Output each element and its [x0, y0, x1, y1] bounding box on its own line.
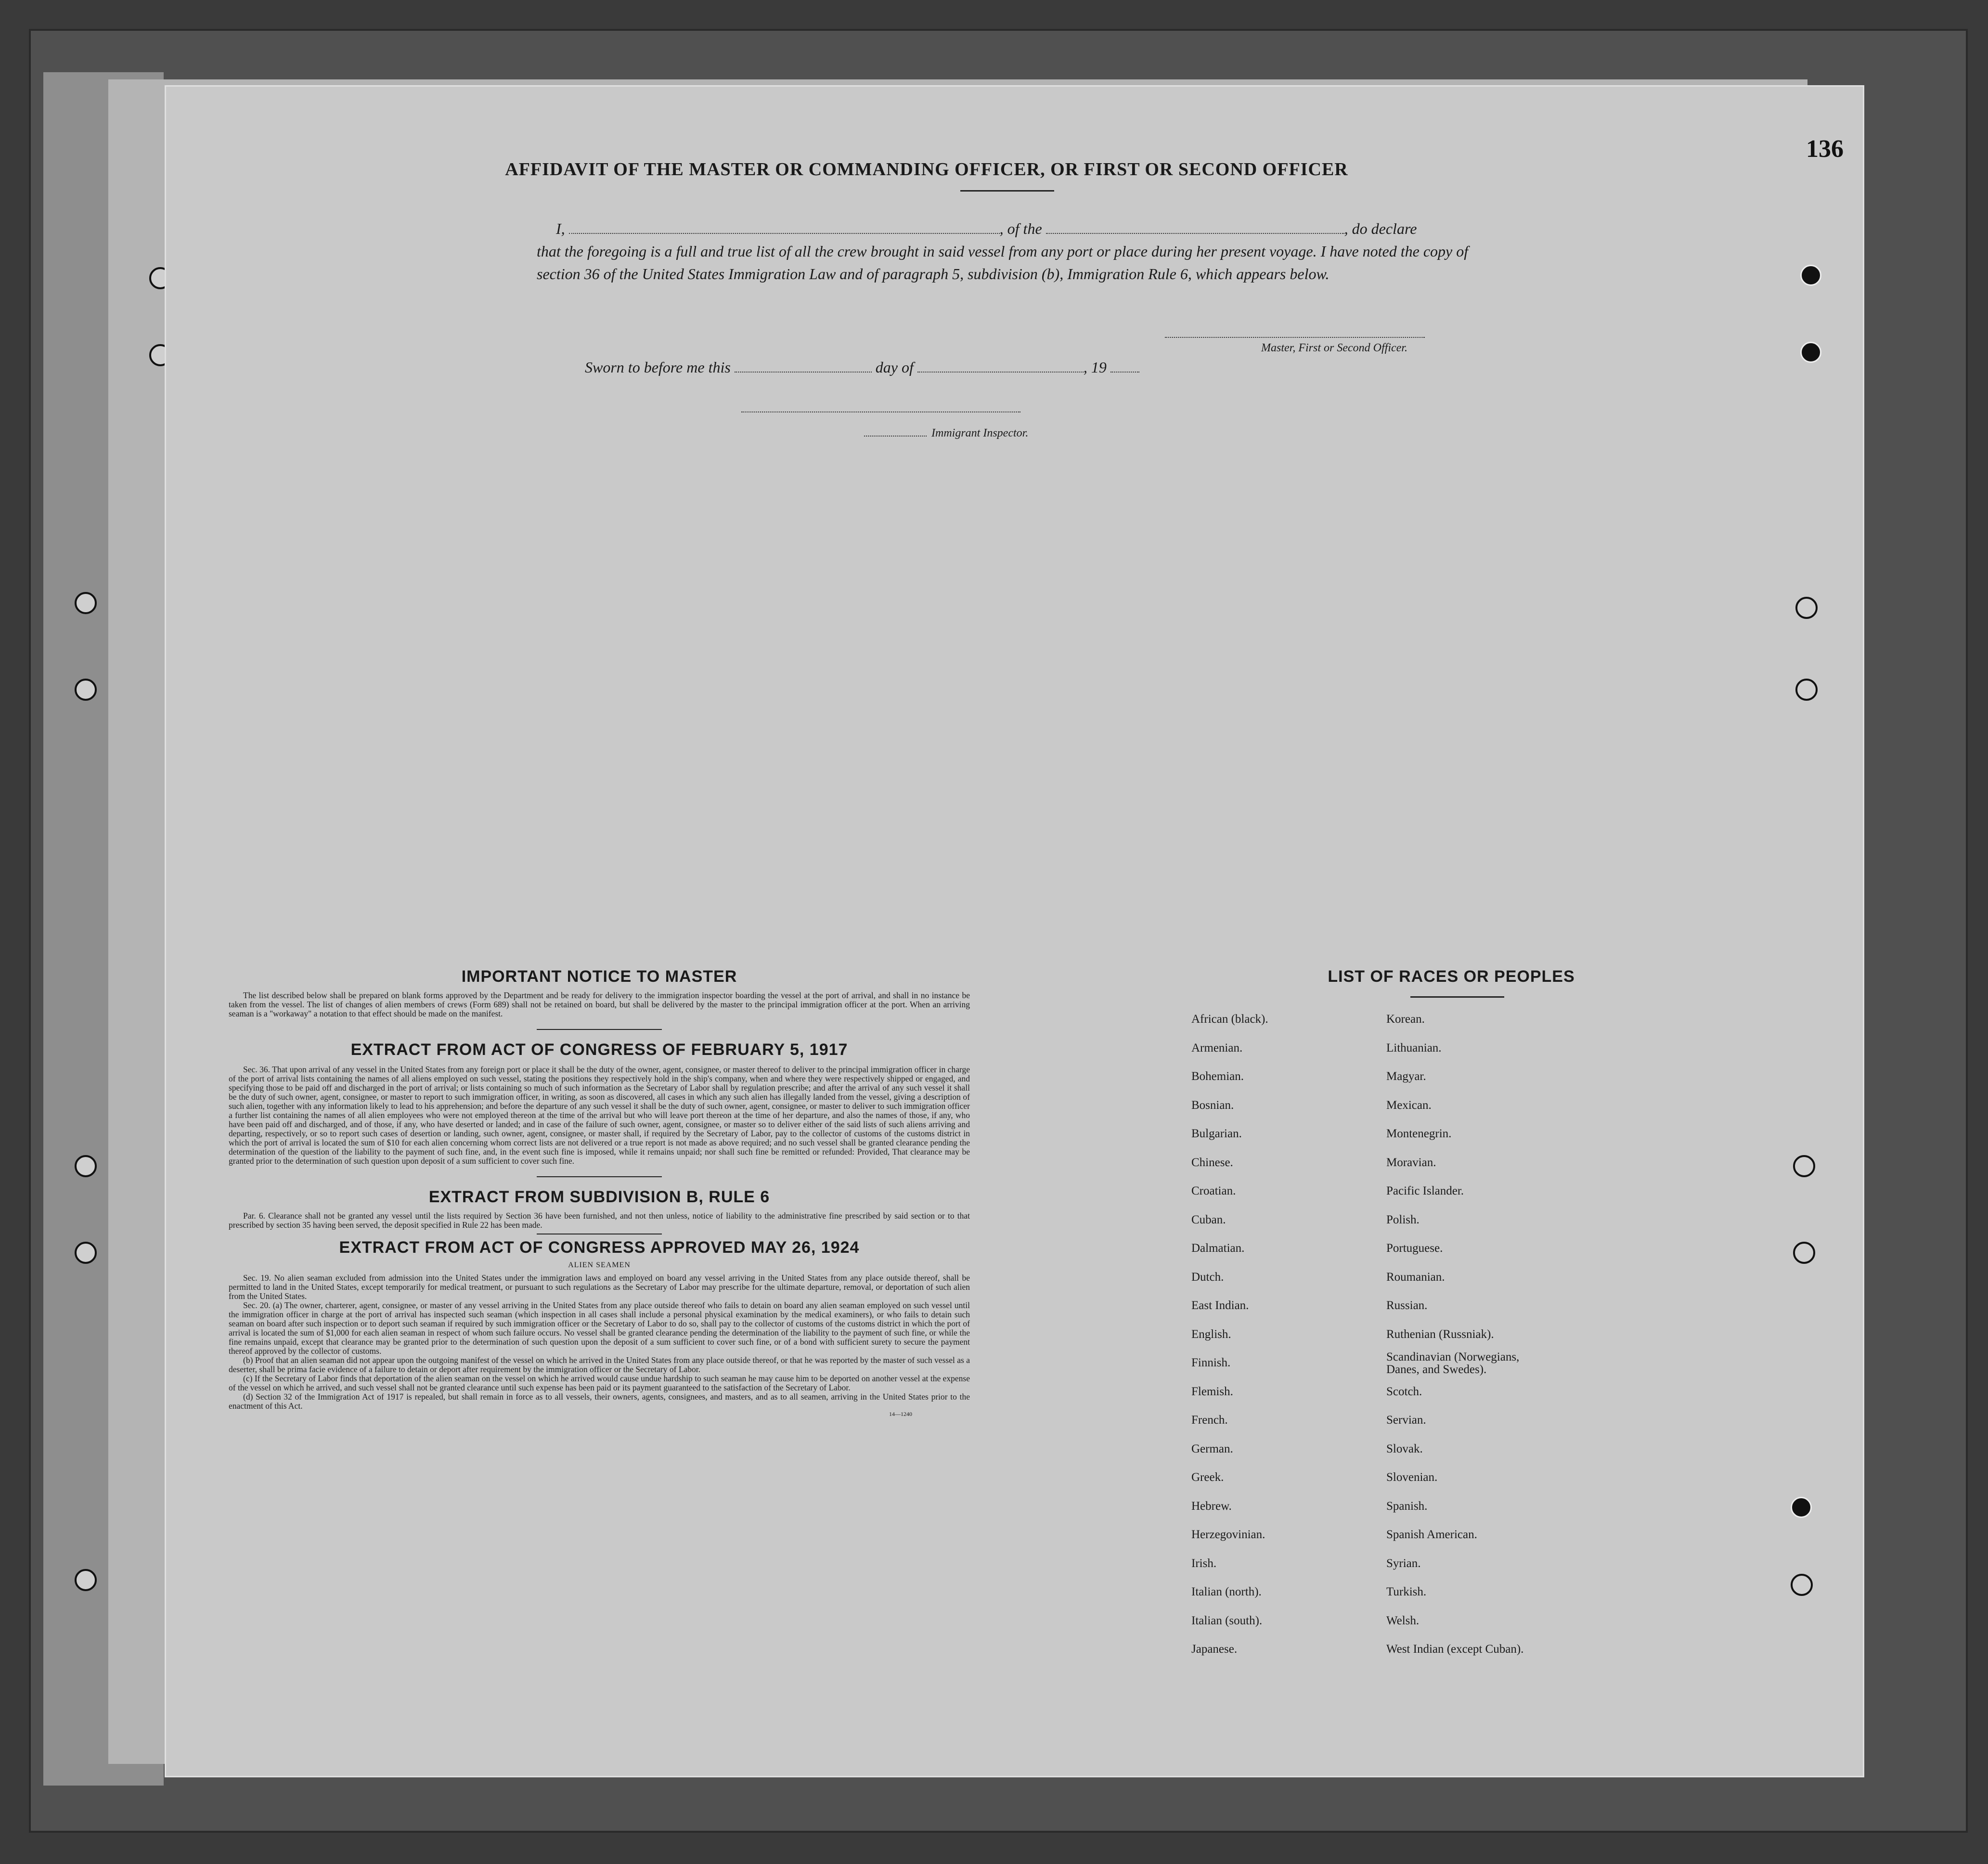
- race-item: Welsh.: [1386, 1614, 1420, 1627]
- page-number: 136: [1806, 135, 1844, 163]
- affidavit-text: [537, 218, 1480, 285]
- race-item: English.: [1191, 1327, 1231, 1341]
- race-item: Spanish.: [1386, 1499, 1428, 1513]
- race-item: French.: [1191, 1414, 1228, 1427]
- race-item: Cuban.: [1191, 1213, 1226, 1226]
- race-item: Greek.: [1191, 1471, 1224, 1484]
- race-item: Dutch.: [1191, 1270, 1224, 1284]
- name-blank[interactable]: [569, 221, 1000, 234]
- race-item: Italian (south).: [1191, 1614, 1263, 1627]
- race-item: Bohemian.: [1191, 1070, 1244, 1083]
- title-rule: [960, 190, 1054, 192]
- extract-1917-text: Sec. 36. That upon arrival of any vessel in the United States from any foreign port or place it shall be the duty of the owner, agent, consignee, or master thereof to deliver to the principal immigration officer in charge of the port of arrival lists containing the names of all aliens employed on such vessel, stating the positions they respectively hold in the ship's company, when and where they were respectively shipped or engaged, and specifying those to be paid off and discharged in the port of arrival; or lists containing so much of such information as the Secretary of Labor shall by regulation prescribe; and after the arrival of any such vessel it shall be the duty of such owner, agent, consignee, or master to report to such immigration officer, in writing, as soon as discovered, all cases in which any such alien has illegally landed from the vessel, giving a description of such alien, together with any information likely to lead to his apprehension; and before the departure of any such vessel it shall be the duty of such owner, agent, consignee, or master to deliver to such immigration officer a further list containing the names of all alien employees who were not employed thereon at the time of the arrival but who will leave port thereon at the time of her departure, and also the names of those, if any, who have been paid off and discharged, and of those, if any, who have deserted or landed; and in case of the failure of such owner, agent, consignee, or master so to deliver either of the said lists of such aliens arriving and departing, respectively, or so to report such cases of desertion or landing, such owner, agent, consignee, or master shall, if required by the Secretary of Labor, pay to the collector of customs of the customs district in which the port of arrival is located the sum of $10 for each alien concerning whom correct lists are not delivered or a true report is not made as above required; and no such vessel shall be granted clearance pending the determination of the question of the liability to the payment of such fine, and, in the event such fine is imposed, while it remains unpaid; nor shall such fine be remitted or refunded: Provided, That clearance may be granted prior to the determination of such question upon deposit of a sum sufficient to cover such fine.: [229, 1065, 970, 1166]
- race-item: Chinese.: [1191, 1156, 1233, 1169]
- race-item: Ruthenian (Russniak).: [1386, 1327, 1494, 1341]
- race-item: Polish.: [1386, 1213, 1420, 1226]
- master-signature-label: Master, First or Second Officer.: [1261, 342, 1407, 354]
- race-item: Armenian.: [1191, 1041, 1243, 1054]
- punch-hole-icon: [75, 679, 97, 701]
- race-item: Bulgarian.: [1191, 1127, 1242, 1140]
- form-number: 14—1240: [889, 1411, 912, 1417]
- legal-notices-column: [171, 967, 970, 1418]
- vessel-blank[interactable]: [1046, 221, 1344, 234]
- extract-rule6-text: Par. 6. Clearance shall not be granted any vessel until the lists required by Section 36 have been furnished, and not then unless, notice of liability to the administrative fine prescribed by said section or to that prescribed by section 35 having been served, the deposit specified in Rule 22 has been made.: [229, 1211, 970, 1230]
- race-item: Syrian.: [1386, 1556, 1421, 1570]
- punch-hole-icon: [75, 1242, 97, 1264]
- race-item: Hebrew.: [1191, 1499, 1232, 1513]
- punch-hole-icon: [1800, 342, 1821, 363]
- race-item: Turkish.: [1386, 1585, 1427, 1598]
- punch-hole-icon: [1793, 1242, 1815, 1264]
- master-signature-line[interactable]: [1165, 337, 1425, 338]
- sworn-label: Sworn to before me this: [585, 359, 731, 376]
- race-item: Scandinavian (Norwegians, Danes, and Swedes).: [1386, 1350, 1520, 1376]
- race-item: Dalmatian.: [1191, 1242, 1245, 1255]
- affidavit-i: I,: [556, 220, 565, 237]
- punch-hole-icon: [1795, 597, 1818, 619]
- race-item: African (black).: [1191, 1013, 1268, 1026]
- races-title: LIST OF RACES OR PEOPLES: [1328, 967, 1575, 986]
- race-item: Italian (north).: [1191, 1585, 1262, 1598]
- section-divider: [537, 1029, 662, 1030]
- sworn-month-blank[interactable]: [917, 360, 1084, 373]
- extract-1924-sec20b: (b) Proof that an alien seaman did not appear upon the outgoing manifest of the vessel on which he arrived in the United States from any place outside thereof, or that he was reported by the master of such vessel as a deserter, shall be prima facie evidence of a failure to detain or deport after requirement by the immigration officer or the Secretary of Labor.: [229, 1355, 970, 1374]
- notice-section: [171, 967, 970, 1418]
- race-item: Scotch.: [1386, 1385, 1422, 1398]
- race-item: Mexican.: [1386, 1098, 1432, 1112]
- race-item: Montenegrin.: [1386, 1127, 1452, 1140]
- affidavit-title: AFFIDAVIT OF THE MASTER OR COMMANDING OFFICER, OR FIRST OR SECOND OFFICER: [505, 159, 1348, 180]
- punch-hole-icon: [1800, 265, 1821, 286]
- punch-hole-icon: [1791, 1497, 1812, 1518]
- punch-hole-icon: [1795, 679, 1818, 701]
- punch-hole-icon: [75, 592, 97, 614]
- race-item: Slovenian.: [1386, 1471, 1438, 1484]
- sworn-line: [585, 359, 1139, 376]
- section-divider: [537, 1176, 662, 1177]
- sworn-year-blank[interactable]: [1110, 360, 1139, 373]
- race-item: Irish.: [1191, 1556, 1217, 1570]
- race-item: Roumanian.: [1386, 1270, 1445, 1284]
- race-item: Portuguese.: [1386, 1242, 1443, 1255]
- sworn-day-blank[interactable]: [735, 360, 872, 373]
- race-item: Flemish.: [1191, 1385, 1233, 1398]
- extract-1917-title: EXTRACT FROM ACT OF CONGRESS OF FEBRUARY 5, 1917: [350, 1041, 848, 1059]
- race-item: Croatian.: [1191, 1184, 1236, 1197]
- affidavit-body: that the foregoing is a full and true list of all the crew brought in said vessel from any port or place during her present voyage. I have noted the copy of section 36 of the United States Immigration Law and of paragraph 5, subdivision (b), Immigration Rule 6, which appears below.: [537, 243, 1469, 283]
- race-item: Lithuanian.: [1386, 1041, 1442, 1054]
- race-item: East Indian.: [1191, 1299, 1249, 1312]
- race-item: Herzegovinian.: [1191, 1528, 1265, 1541]
- races-title-rule: [1410, 996, 1504, 998]
- extract-rule6-title: EXTRACT FROM SUBDIVISION B, RULE 6: [428, 1188, 770, 1206]
- extract-1924-sec20d: (d) Section 32 of the Immigration Act of 1917 is repealed, but shall remain in force as to all vessels, their owners, agents, consignees, and masters, and as to all seamen, arriving in the United States prior to the enactment of this Act.: [229, 1392, 970, 1411]
- inspector-signature-line[interactable]: [741, 411, 1020, 412]
- race-item: German.: [1191, 1442, 1233, 1455]
- race-item: Russian.: [1386, 1299, 1428, 1312]
- race-item: Korean.: [1386, 1013, 1425, 1026]
- affidavit-of-the: , of the: [999, 220, 1042, 237]
- inspector-short-line: [864, 436, 927, 437]
- punch-hole-icon: [1793, 1155, 1815, 1177]
- race-item: Spanish American.: [1386, 1528, 1477, 1541]
- race-item: Moravian.: [1386, 1156, 1436, 1169]
- race-item: Pacific Islander.: [1386, 1184, 1464, 1197]
- manifest-page: [166, 87, 1863, 1776]
- notice-title: IMPORTANT NOTICE TO MASTER: [461, 967, 737, 986]
- race-item: Magyar.: [1386, 1070, 1426, 1083]
- inspector-label: Immigrant Inspector.: [931, 427, 1029, 439]
- race-item: Finnish.: [1191, 1356, 1231, 1369]
- sworn-year-label: , 19: [1083, 359, 1107, 376]
- race-item: Slovak.: [1386, 1442, 1423, 1455]
- punch-hole-icon: [75, 1155, 97, 1177]
- extract-1924-title: EXTRACT FROM ACT OF CONGRESS APPROVED MAY 26, 1924: [339, 1238, 860, 1257]
- extract-1924-sec19: Sec. 19. No alien seaman excluded from admission into the United States under the immigration laws and employed on board any vessel arriving in the United States from any place outside thereof, shall be permitted to land in the United States, except temporarily for medical treatment, or pursuant to such regulations as the Secretary of Labor may prescribe for the ultimate departure, removal, or deportation of such alien from the United States.: [229, 1273, 970, 1301]
- extract-1924-sec20c: (c) If the Secretary of Labor finds that deportation of the alien seaman on the vessel on which he arrived would cause undue hardship to such seaman he may cause him to be deported on another vessel at the expense of the vessel on which he arrived, and such vessel shall not be granted clearance until such expense has been paid or its payment guaranteed to the satisfaction of the Secretary of Labor.: [229, 1374, 970, 1392]
- punch-hole-icon: [1791, 1574, 1813, 1596]
- sworn-day-label: day of: [875, 359, 914, 376]
- affidavit-declare: , do declare: [1344, 220, 1417, 237]
- race-item: West Indian (except Cuban).: [1386, 1643, 1524, 1656]
- race-item: Servian.: [1386, 1414, 1426, 1427]
- race-item: Bosnian.: [1191, 1098, 1234, 1112]
- race-item: Japanese.: [1191, 1643, 1238, 1656]
- alien-seamen-subtitle: ALIEN SEAMEN: [568, 1261, 631, 1269]
- notice-text: The list described below shall be prepared on blank forms approved by the Department and be ready for delivery to the immigration inspector boarding the vessel at the port of arrival, and shall in no instance be taken from the vessel. The list of changes of alien members of crews (Form 689) shall not be retained on board, but shall be delivered by the master to the principal immigration officer at the port. When an arriving seaman is a "workaway" a notation to that effect should be made on the manifest.: [229, 990, 970, 1018]
- races-column: [1187, 967, 1716, 1656]
- extract-1924-sec20a: Sec. 20. (a) The owner, charterer, agent, consignee, or master of any vessel arriving in the United States from any place outside thereof who fails to detain on board any alien seaman employed on such vessel until the immigration officer in charge at the port of arrival has inspected such seaman (which inspection in all cases shall include a personal physical examination by the medical examiners), or who fails to detain such seaman on board after such inspection or to deport such seaman if required by such immigration officer or the Secretary of Labor to do so, shall pay to the collector of customs of the customs district in which the port of arrival is located the sum of $1,000 for each alien seaman in respect of whom such failure occurs. No vessel shall be granted clearance pending the determination of the liability to the payment of such fine, or while the fine remains unpaid, except that clearance may be granted prior to the determination of such question upon the deposit of a sum sufficient to cover such fine, or of a bond with sufficient surety to secure the payment thereof approved by the collector of customs.: [229, 1300, 970, 1356]
- punch-hole-icon: [75, 1569, 97, 1591]
